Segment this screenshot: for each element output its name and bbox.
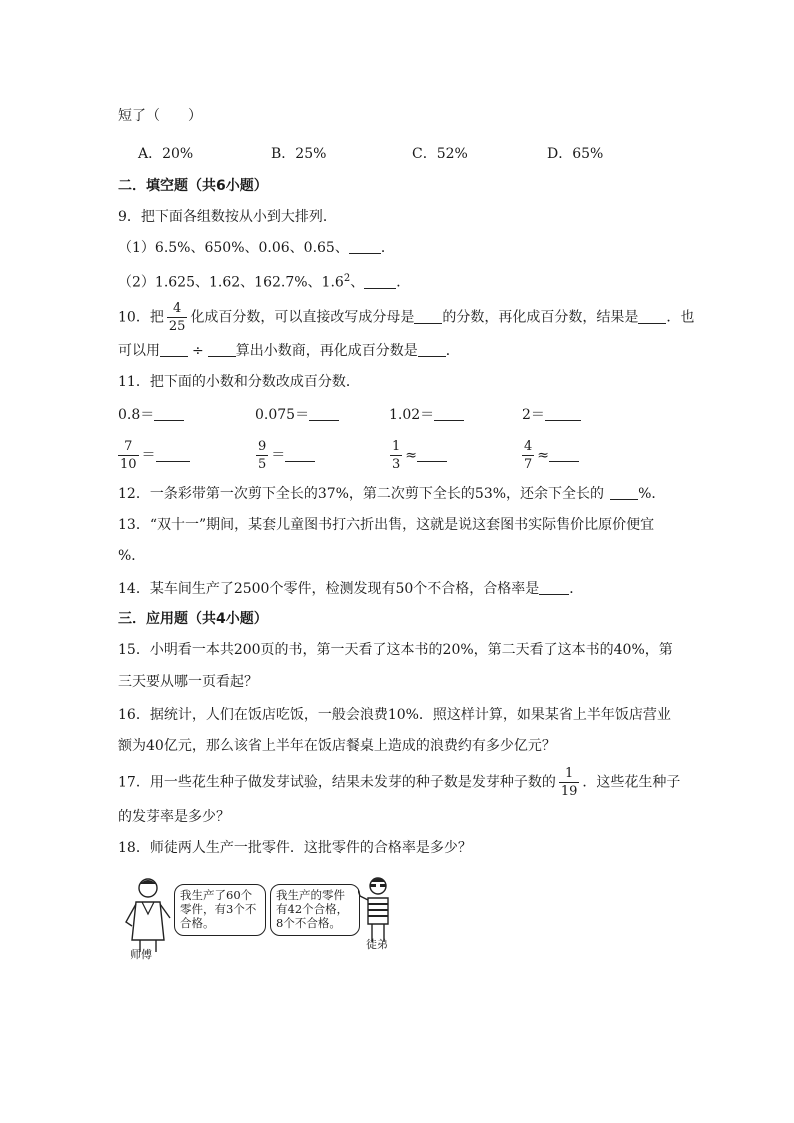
answer-blank[interactable] [417, 447, 447, 462]
question-16-line-2: 额为40亿元，那么该省上半年在饭店餐桌上造成的浪费约有多少亿元？ [118, 738, 556, 754]
question-18: 18．师徒两人生产一批零件．这批零件的合格率是多少？ [118, 840, 472, 856]
answer-blank[interactable] [160, 342, 188, 357]
question-14: 14．某车间生产了2500个零件，检测发现有50个不合格，合格率是 ． [118, 581, 584, 597]
decimal-conversion: 2＝ [522, 405, 581, 425]
decimal-conversion: 0.075＝ [255, 405, 339, 425]
question-16-line-1: 16．据统计，人们在饭店吃饭，一般会浪费10%．照这样计算，如果某省上半年饭店营业 [118, 707, 671, 723]
answer-blank[interactable] [539, 580, 569, 595]
fraction-1-19: $\frac{1}{19}$ [560, 766, 578, 799]
question-11-stem: 11．把下面的小数和分数改成百分数． [118, 374, 360, 390]
decimal-conversion: 1.02＝ [389, 405, 464, 425]
question-15-line-1: 15．小明看一本共200页的书，第一天看了这本书的20%，第二天看了这本书的40%，第 [118, 642, 673, 658]
question-17-line-2: 的发芽率是多少？ [118, 809, 230, 825]
answer-blank[interactable] [414, 309, 442, 324]
answer-blank[interactable] [156, 447, 190, 462]
answer-blank[interactable] [638, 309, 666, 324]
option-d: D．65% [547, 146, 604, 162]
fraction-conversion: $\frac{9}{5}$ ＝ [253, 440, 315, 471]
fraction-conversion: $\frac{7}{10}$ ＝ [118, 440, 190, 471]
option-c: C．52% [412, 146, 468, 162]
question-15-line-2: 三天要从哪一页看起？ [118, 674, 258, 690]
master-label: 师傅 [130, 948, 152, 961]
option-a: A．20% [138, 146, 194, 162]
section-3-title: 三．应用题（共4小题） [118, 611, 268, 627]
question-17-line-1: 17．用一些花生种子做发芽试验，结果未发芽的种子数是发芽种子数的 $\frac{1}{19}$ ．这些花生种子 [118, 766, 681, 799]
question-10-line-1: 10．把 $\frac{4}{25}$ 化成百分数，可以直接改写成分母是 的分数，再化成百分数，结果是 ．也 [118, 301, 695, 334]
question-8-tail: 短了（ ） [118, 108, 202, 124]
master-speech-bubble: 我生产了60个零件，有3个不合格。 [174, 884, 266, 936]
fraction-conversion: $\frac{4}{7}$ ≈ [519, 440, 579, 471]
answer-blank[interactable] [154, 406, 184, 421]
answer-blank[interactable] [364, 274, 396, 289]
question-13-line-1: 13．“双十一”期间，某套儿童图书打六折出售，这就是说这套图书实际售价比原价便宜 [118, 517, 655, 533]
fraction-conversion: $\frac{1}{3}$ ≈ [387, 440, 447, 471]
apprentice-figure-icon [358, 872, 398, 944]
question-9-part-1: （1）6.5%、650%、0.06、0.65、 ． [118, 240, 395, 256]
question-10-line-2: 可以用 ÷ 算出小数商，再化成百分数是 ． [118, 343, 460, 359]
answer-blank[interactable] [434, 406, 464, 421]
section-2-title: 二．填空题（共6小题） [118, 178, 268, 194]
fraction-4-25: $\frac{4}{25}$ [168, 301, 186, 334]
question-12: 12．一条彩带第一次剪下全长的37%，第二次剪下全长的53%，还余下全长的 %． [118, 486, 666, 502]
master-figure-icon [118, 872, 178, 952]
decimal-conversion: 0.8＝ [118, 405, 184, 425]
question-18-illustration [118, 872, 393, 960]
apprentice-speech-bubble: 我生产的零件有42个合格，8个不合格。 [270, 884, 360, 936]
question-9-part-2: （2）1.625、1.62、162.7%、$1.6^{2̇}$、 ． [118, 273, 411, 291]
apprentice-label: 徒弟 [366, 938, 388, 951]
answer-blank[interactable] [418, 342, 446, 357]
answer-blank[interactable] [610, 485, 638, 500]
option-b: B．25% [271, 146, 327, 162]
question-9-stem: 9．把下面各组数按从小到大排列． [118, 209, 337, 225]
answer-blank[interactable] [549, 447, 579, 462]
answer-blank[interactable] [285, 447, 315, 462]
answer-blank[interactable] [349, 239, 381, 254]
question-13-line-2: %． [118, 548, 146, 564]
answer-blank[interactable] [208, 342, 236, 357]
answer-blank[interactable] [309, 406, 339, 421]
answer-blank[interactable] [545, 406, 581, 421]
